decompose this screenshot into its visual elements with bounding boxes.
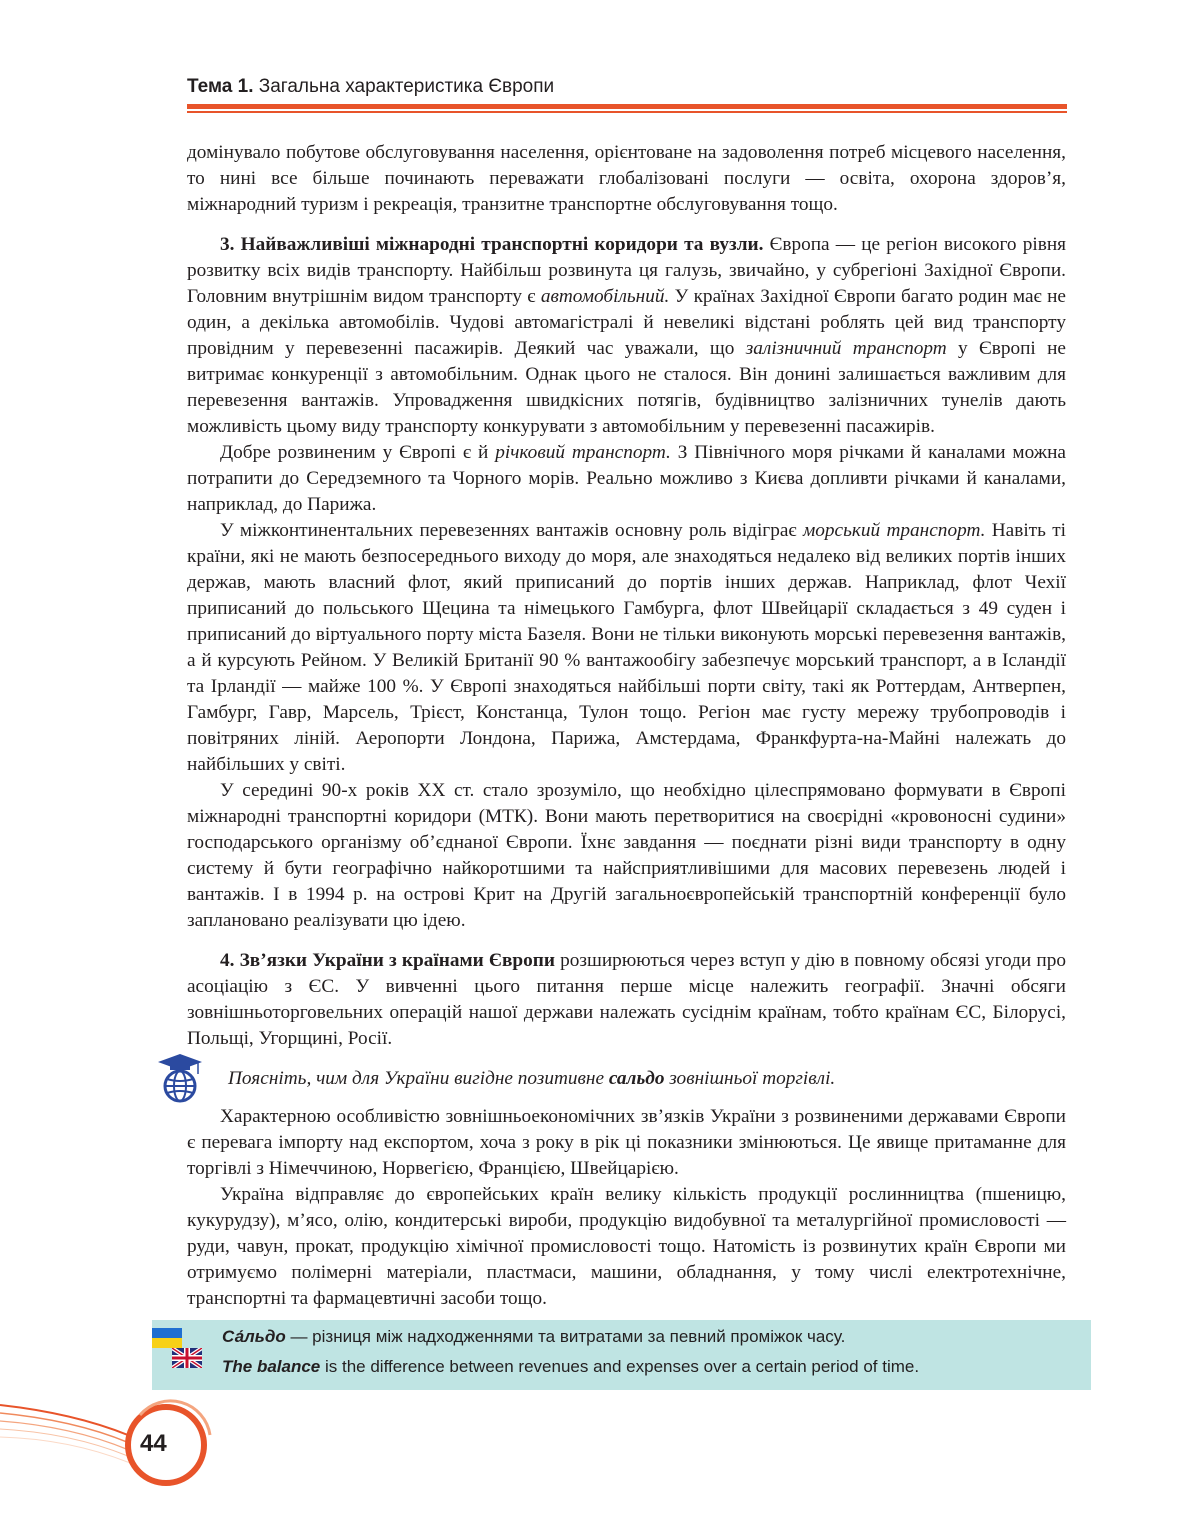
section3-heading: 3. Найважливіші міжнародні транспортні коридори та вузли. <box>220 234 764 255</box>
term-italic: автомобільний. <box>540 286 670 307</box>
header-rule-thin <box>187 111 1067 113</box>
section3-paragraph-3 <box>187 518 1066 778</box>
section3-paragraph-1 <box>187 232 1066 440</box>
section4-heading: 4. Зв’язки України з країнами Європи <box>220 950 555 971</box>
page-header <box>187 76 554 98</box>
text-span: З Північного моря річками й каналами можна потрапити до Середземного та Чорного морів. Реально можливо з Києва допливти річками й каналами, наприклад, до Парижа. <box>187 442 1066 515</box>
globe-graduation-cap-icon <box>156 1052 204 1104</box>
text-span: У країнах Західної Європи багато родин має не один, а декілька автомобілів. Чудові автомагістралі й невеликі відстані роблять цей вид транспорту провідним у перевезенні пасажирів. Деякий час уважали, що <box>187 286 1066 359</box>
glossary-term: The balance <box>222 1357 321 1376</box>
term-italic: річковий транспорт. <box>495 442 671 463</box>
glossary-term: Са́льдо <box>222 1327 286 1346</box>
header-rule <box>187 104 1067 109</box>
glossary-ukrainian <box>222 1327 845 1347</box>
text-span: зовнішньої торгівлі. <box>664 1068 836 1089</box>
glossary-definition: is the difference between revenues and expenses over a certain period of time. <box>320 1357 920 1376</box>
text-span: розширюються через вступ у дію в повному обсязі угоди про асоціацію з ЄС. У вивченні цього питання перше місце належить географії. Значні обсяги зовнішньоторговельних операцій нашої держави належать сусіднім країнам, тобто країнам ЄС, Білорусі, Польщі, Угорщині, Росії. <box>187 950 1067 1049</box>
glossary-definition: — різниця між надходженнями та витратами за певний проміжок часу. <box>285 1327 846 1346</box>
intro-paragraph: домінувало побутове обслуговування населення, орієнтоване на задоволення потреб місцевого населення, то нині все більше починають переважати глобалізовані послуги — освіта, охорона здоров’я, міжнародний туризм і рекреація, транзитне транспортне обслуговування тощо. <box>187 142 1066 215</box>
topic-title: Загальна характеристика Європи <box>253 76 555 97</box>
text-span: У міжконтинентальних перевезеннях вантажів основну роль відіграє <box>220 520 803 541</box>
glossary-box <box>152 1320 1091 1390</box>
section3-paragraph-2 <box>187 440 1066 518</box>
glossary-english <box>222 1357 919 1377</box>
section4-paragraph <box>187 948 1066 1052</box>
text-span: Поясніть, чим для України вигідне позитивне <box>228 1068 609 1089</box>
term-italic: залізничний транспорт <box>745 338 947 359</box>
topic-label: Тема 1. <box>187 76 254 97</box>
main-text-continued <box>187 1104 1066 1312</box>
task-question <box>228 1066 1068 1092</box>
exports-paragraph-1: Характерною особливістю зовнішньоекономічних зв’язків України з розвиненими державами Європи є перевага імпорту над експортом, хоча з року в рік ці показники змінюються. Це явище притаманне для торгівлі з Німеччиною, Норвегією, Францією, Швейцарією. <box>187 1106 1066 1179</box>
text-span: Навіть ті країни, які не мають безпосереднього виходу до моря, але знаходяться недалеко від великих портів інших держав, мають власний флот, який приписаний до портів інших держав. Наприклад, флот Чехії приписаний до польського Щецина та німецького Гамбурга, флот Швейцарії складається з 49 суден і приписаний до віртуального порту міста Базеля. Вони не тільки виконують морські перевезення вантажів, а й курсують Рейном. У Великій Британії 90 % вантажообігу забезпечує морський транспорт, а в Ісландії та Ірландії — майже 100 %. У Європі знаходяться найбільші порти світу, такі як Роттердам, Антверпен, Гамбург, Гавр, Марсель, Трієст, Констанца, Тулон тощо. Регіон має густу мережу трубопроводів і повітряних ліній. Аеропорти Лондона, Парижа, Амстердама, Франкфурта-на-Майні належать до найбільших у світі. <box>187 520 1066 775</box>
exports-paragraph-2: Україна відправляє до європейських країн велику кількість продукції рослинництва (пшеницю, кукурудзу), м’ясо, олію, кондитерські вироби, продукцію видобувної та металургійної промисловості — руди, чавун, прокат, продукцію хімічної промисловості тощо. Натомість із розвинутих країн Європи ми отримуємо полімерні матеріали, пластмаси, машини, обладнання, у тому числі електротехнічне, транспортні та фармацевтичні засоби тощо. <box>187 1184 1066 1309</box>
text-span: у Європі не витримає конкуренції з автомобільним. Однак цього не сталося. Він донині залишається важливим для перевезення вантажів. Упровадження швидкісних потягів, будівництво залізничних тунелів дають можливість цьому виду транспорту конкурувати з автомобільним у перевезенні пасажирів. <box>187 338 1066 437</box>
term-bold: сальдо <box>608 1068 665 1089</box>
page-number: 44 <box>140 1430 167 1457</box>
text-span: Добре розвиненим у Європі є й <box>220 442 496 463</box>
section3-paragraph-4: У середині 90-х років XX ст. стало зрозуміло, що необхідно цілеспрямовано формувати в Європі міжнародні транспортні коридори (МТК). Вони мають перетворитися на своєрідні «кровоносні судини» господарського організму об’єднаної Європи. Їхнє завдання — поєднати різні види транспорту в одну систему й бути географічно найкоротшими та найсприятливішими для масових перевезень людей і вантажів. І в 1994 р. на острові Крит на Другій загальноєвропейській транспортній конференції було заплановано реалізувати цю ідею. <box>187 780 1066 931</box>
page-corner-swirl <box>0 1395 230 1495</box>
main-text <box>187 140 1066 1052</box>
ukraine-flag-icon <box>152 1328 182 1348</box>
text-span: Європа — це регіон високого рівня розвитку всіх видів транспорту. Найбільш розвинута ця галузь, звичайно, у субрегіоні Західної Європи. Головним внутрішнім видом транспорту є <box>187 234 1066 307</box>
uk-flag-icon <box>172 1348 202 1368</box>
term-italic: морський транспорт. <box>802 520 986 541</box>
